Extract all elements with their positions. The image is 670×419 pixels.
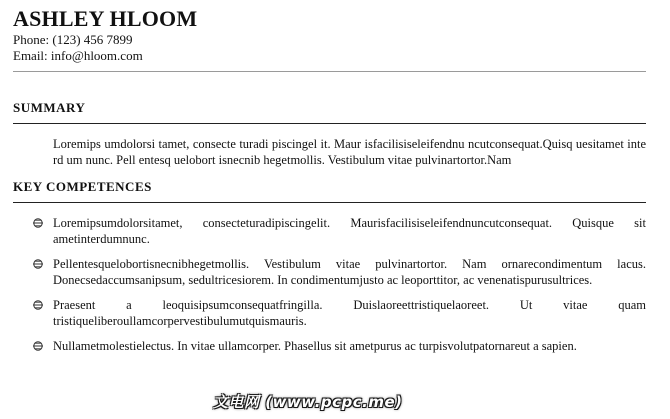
competence-item — [13, 338, 646, 357]
bullet-icon — [32, 257, 46, 275]
competences-list — [13, 215, 646, 357]
email-line: Email: info@hloom.com — [13, 48, 143, 63]
phone-line: Phone: (123) 456 7899 — [13, 32, 133, 47]
summary-heading: SUMMARY — [13, 100, 86, 115]
watermark: 文电网 (www.pcpc.me) — [213, 393, 403, 411]
competence-item — [13, 256, 646, 288]
competence-item — [13, 215, 646, 247]
competences-heading: KEY COMPETENCES — [13, 179, 152, 194]
summary-paragraph: Loremips umdolorsi tamet, consecte turadi piscingel it. Maur isfacilisiseleifendnu ncutconsequat.Quisq uesitamet interd um nunc. Pell entesq uelobort isnecnib hegetmollis. Vestibulum vitae pulvinartortor.Nam — [53, 137, 646, 167]
bullet-icon — [32, 216, 46, 234]
competence-text: Praesent a leoquisipsumconsequatfringilla. Duislaoreettristiquelaoreet. Ut vitae quam tristiqueliberoullamcorpervestibulumutquismauris. — [53, 298, 646, 328]
resume-name: ASHLEY HLOOM — [13, 6, 198, 31]
competence-text: Pellentesquelobortisnecnibhegetmollis. Vestibulum vitae pulvinartortor. Nam ornarecondimentum lacus. Donecsedaccumsanipsum, sedultricesiorem. In condimentumjusto ac leoporttitor, ac venenatispurusultrices. — [53, 257, 646, 287]
competences-divider — [13, 202, 646, 203]
competence-text: Loremipsumdolorsitamet, consecteturadipiscingelit. Maurisfacilisiseleifendnuncutconsequat. Quisque sit ametinterdumnunc. — [53, 216, 646, 246]
bullet-icon — [32, 339, 46, 357]
competence-text: Nullametmolestielectus. In vitae ullamcorper. Phasellus sit ametpurus ac turpisvolutpatornareut a sapien. — [53, 339, 577, 353]
summary-divider — [13, 123, 646, 124]
competence-item — [13, 297, 646, 329]
header-divider — [13, 71, 646, 72]
bullet-icon — [32, 298, 46, 316]
